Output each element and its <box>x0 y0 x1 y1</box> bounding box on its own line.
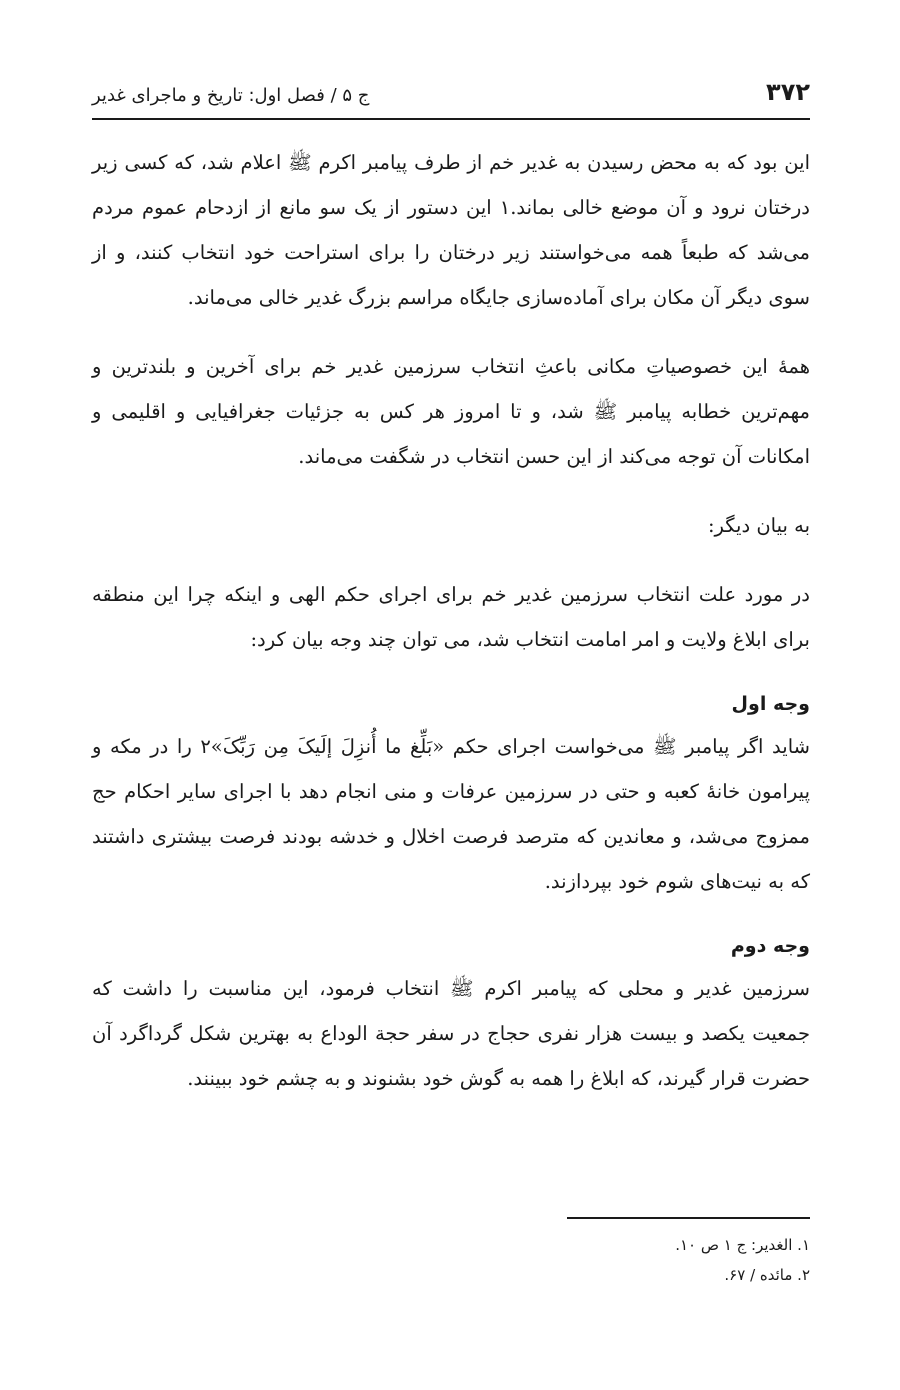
footnote-divider <box>567 1217 810 1219</box>
paragraph-4: در مورد علت انتخاب سرزمین غدیر خم برای اجرای حکم الهی و اینکه چرا این منطقه برای ابلاغ ولایت و امر امامت انتخاب شد، می توان چند وجه بیان کرد: <box>92 583 810 651</box>
body-text <box>92 140 810 1101</box>
paragraph-2: همهٔ این خصوصیاتِ مکانی باعثِ انتخاب سرزمین غدیر خم برای آخرین و بلندترین و مهم‌ترین خطابه پیامبر ﷺ شد، و تا امروز هر کس به جزئیات جغرافیایی و اقلیمی و امکانات آن توجه می‌کند از این حسن انتخاب در شگفت می‌ماند. <box>92 355 810 468</box>
paragraph-1: این بود که به محض رسیدن به غدیر خم از طرف پیامبر اکرم ﷺ اعلام شد، که کسی زیر درختان نرود و آن موضع خالی بماند.۱ این دستور از یک سو مانع از ازدحام عموم مردم می‌شد که طبعاً همه می‌خواستند زیر درختان را برای استراحت خود انتخاب کنند، و از سوی دیگر آن مکان برای آماده‌سازی جایگاه مراسم بزرگ غدیر خالی می‌ماند. <box>92 151 810 309</box>
book-page <box>92 0 810 1390</box>
page-number: ۳۷۲ <box>766 78 810 106</box>
footnote-2: ۲. مائده / ۶۷. <box>724 1266 810 1284</box>
paragraph-6: سرزمین غدیر و محلی که پیامبر اکرم ﷺ انتخاب فرمود، این مناسبت را داشت که جمعیت یکصد و بیست هزار نفری حجاج در سفر حجة الوداع به بهترین شکل گرداگرد آن حضرت قرار گیرند، که ابلاغ را همه به گوش خود بشنوند و به چشم خود ببینند. <box>92 977 810 1090</box>
running-head <box>92 74 810 120</box>
footnote-1: ۱. الغدیر: ج ۱ ص ۱۰. <box>675 1236 810 1254</box>
paragraph-3: به بیان دیگر: <box>707 514 810 537</box>
chapter-title: ج ۵ / فصل اول: تاریخ و ماجرای غدیر <box>92 85 370 106</box>
section-heading-2: وجه دوم <box>730 935 810 957</box>
section-heading-1: وجه اول <box>731 693 810 715</box>
footnotes <box>92 1230 810 1290</box>
paragraph-5: شاید اگر پیامبر ﷺ می‌خواست اجرای حکم «بَلِّغ ما أُنزِلَ إلَیکَ مِن رَبِّکَ»۲ را در مکه و پیرامون خانهٔ کعبه و حتی در سرزمین عرفات و منی انجام دهد با اجرای سایر احکام حج ممزوج می‌شد، و معاندین که مترصد فرصت اخلال و خدشه بودند فرصت بیشتری داشتند که به نیت‌های شوم خود بپردازند. <box>92 735 810 893</box>
